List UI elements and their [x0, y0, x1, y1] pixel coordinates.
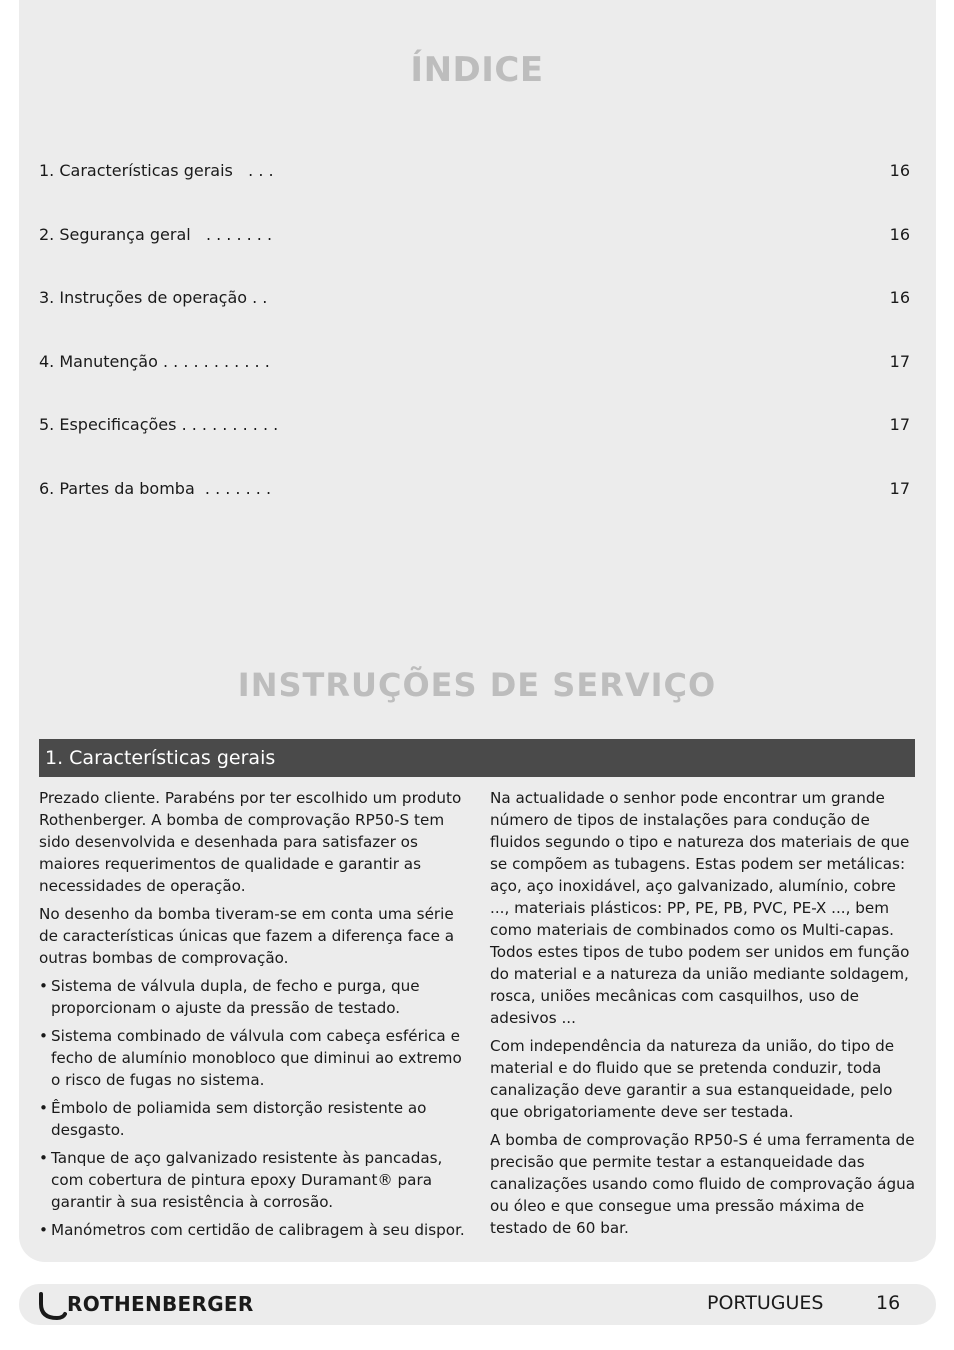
bullet-symbol: •	[39, 977, 48, 995]
instructions-title: INSTRUÇÕES DE SERVIÇO	[237, 666, 717, 704]
paragraph: A bomba de comprovação RP50-S é uma ferramenta de precisão que permite testar a estanqueidade das canalizações usando como fluido de comprovação água ou óleo e que consegue uma pressão máxima de testado de 60 bar.	[490, 1131, 916, 1237]
page-number: 16	[876, 1292, 901, 1314]
rothenberger-logo	[37, 1290, 267, 1322]
bullet-symbol: •	[39, 1149, 48, 1167]
toc-item-label: 6. Partes da bomba . . . . . . .	[39, 479, 272, 498]
bullet-symbol: •	[39, 1099, 48, 1117]
paragraph: Na actualidade o senhor pode encontrar um grande número de tipos de instalações para condução de fluidos segundo o tipo e natureza dos materiais de que se compõem as tubagens. Estas podem ser metálicas: aço, aço inoxidável, aço galvanizado, alumínio, cobre ..., materiais plásticos: PP, PE, PB, PVC, PE-X ..., bem como materiais de combinados como os Multi-capas. Todos estes tipos de tubo podem ser unidos em função do material e a natureza da união mediante soldagem, rosca, uniões mecânicas com casquilhos, uso de adesivos ...	[490, 789, 910, 1027]
right-column	[490, 787, 918, 1245]
bullet-text: Êmbolo de poliamida sem distorção resistente ao desgasto.	[51, 1099, 427, 1139]
bullet-item	[39, 1219, 467, 1241]
toc-item-label: 3. Instruções de operação . .	[39, 288, 268, 307]
paragraph: Prezado cliente. Parabéns por ter escolhido um produto Rothenberger. A bomba de comprovação RP50-S tem sido desenvolvida e desenhada para satisfazer os maiores requerimentos de qualidade e garantir as necessidades de operação.	[39, 789, 462, 895]
toc-item-page: 17	[889, 415, 910, 434]
toc-item-page: 16	[889, 225, 910, 244]
logo-hook-icon	[37, 1290, 67, 1322]
toc-item-page: 17	[889, 479, 910, 498]
bullet-text: Tanque de aço galvanizado resistente às pancadas, com cobertura de pintura epoxy Duramant® para garantir à sua resistência à corrosão.	[51, 1149, 443, 1211]
toc-item-page: 16	[889, 161, 910, 180]
toc-item-label: 4. Manutenção . . . . . . . . . . .	[39, 352, 270, 371]
paragraph: No desenho da bomba tiveram-se em conta uma série de características únicas que fazem a diferença face a outras bombas de comprovação.	[39, 905, 455, 967]
toc-item-label: 2. Segurança geral . . . . . . .	[39, 225, 273, 244]
toc-item-label: 5. Especificações . . . . . . . . . .	[39, 415, 279, 434]
footer-bar	[19, 1284, 936, 1325]
toc-item[interactable]	[39, 288, 910, 310]
toc-item-label: 1. Características gerais . . .	[39, 161, 274, 180]
toc-item[interactable]	[39, 352, 910, 374]
toc-item-page: 17	[889, 352, 910, 371]
section-heading: 1. Características gerais	[39, 739, 915, 777]
footer-language: PORTUGUES	[707, 1292, 824, 1314]
left-column	[39, 787, 467, 1247]
bullet-item	[39, 1025, 467, 1091]
index-title: ÍNDICE	[410, 50, 544, 90]
toc-item[interactable]	[39, 479, 910, 501]
bullet-text: Sistema de válvula dupla, de fecho e purga, que proporcionam o ajuste da pressão de testado.	[51, 977, 420, 1017]
bullet-text: Manómetros com certidão de calibragem à seu dispor.	[51, 1221, 465, 1239]
bullet-text: Sistema combinado de válvula com cabeça esférica e fecho de alumínio monobloco que diminui ao extremo o risco de fugas no sistema.	[51, 1027, 462, 1089]
toc-item-page: 16	[889, 288, 910, 307]
paragraph: Com independência da natureza da união, do tipo de material e do fluido que se pretenda conduzir, toda canalização deve garantir a sua estanqueidade, pelo que obrigatoriamente deve ser testada.	[490, 1037, 895, 1121]
brand-name: ROTHENBERGER	[67, 1292, 254, 1316]
toc-item[interactable]	[39, 161, 910, 183]
bullet-symbol: •	[39, 1027, 48, 1045]
toc-item[interactable]	[39, 225, 910, 247]
bullet-item	[39, 1147, 467, 1213]
bullet-item	[39, 1097, 467, 1141]
bullet-symbol: •	[39, 1221, 48, 1239]
bullet-item	[39, 975, 467, 1019]
toc-item[interactable]	[39, 415, 910, 437]
